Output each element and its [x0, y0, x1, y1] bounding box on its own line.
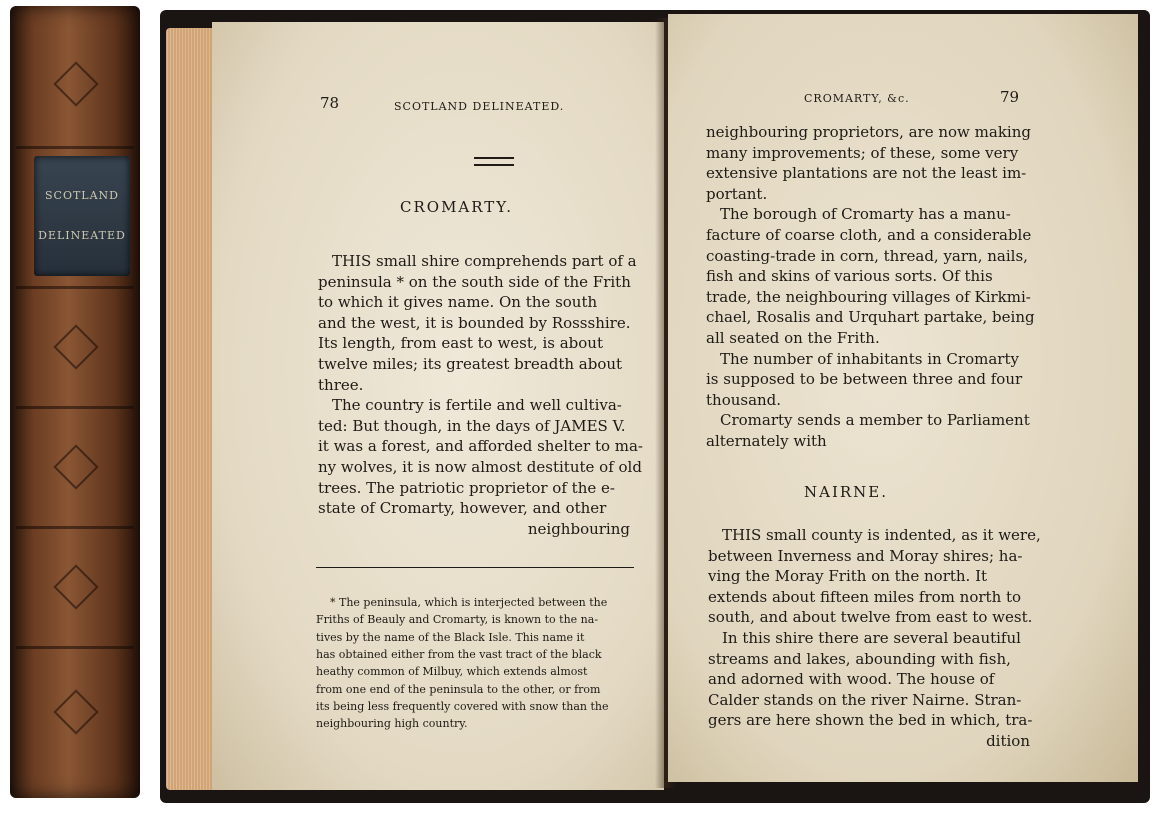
running-header: SCOTLAND DELINEATED. [394, 100, 565, 113]
text-line: neighbouring proprietors, are now making [706, 123, 1031, 141]
text-line: Calder stands on the river Nairne. Stran- [708, 690, 1022, 709]
text-line: Its length, from east to west, is about [318, 334, 603, 353]
text-line: fish and skins of various sorts. Of this [706, 267, 993, 286]
text-line: and adorned with wood. The house of [708, 670, 995, 689]
spine-title-line: DELINEATED [38, 229, 126, 242]
running-header: CROMARTY, &c. [804, 92, 910, 105]
spine-band [16, 406, 134, 409]
text-line: Cromarty sends a member to Parliament [720, 411, 1030, 430]
page-number: 79 [1000, 88, 1020, 106]
text-line: south, and about twelve from east to west. [708, 608, 1033, 627]
text-line: streams and lakes, abounding with fish, [708, 649, 1011, 668]
left-page [212, 22, 664, 790]
spine-ornament-icon [53, 444, 98, 489]
text-line: trees. The patriotic proprietor of the e- [318, 478, 615, 497]
spine-ornament-icon [53, 564, 98, 609]
spine-ornament-icon [53, 689, 98, 734]
text-line: thousand. [706, 390, 782, 409]
text-line: to which it gives name. On the south [318, 293, 598, 312]
book-spine [10, 6, 140, 798]
text-line: twelve miles; its greatest breadth about [318, 355, 623, 373]
section-title: CROMARTY. [400, 198, 514, 216]
spine-band [16, 526, 134, 529]
footnote-line: from one end of the peninsula to the other, or from [316, 682, 601, 696]
text-line: is supposed to be between three and four [706, 370, 1023, 389]
text-line: ny wolves, it is now almost destitute of old [318, 458, 642, 476]
spine-band [16, 286, 134, 289]
text-line: many improvements; of these, some very [706, 143, 1019, 162]
spine-band [16, 646, 134, 649]
footnote-rule [316, 567, 634, 568]
text-line: portant. [706, 184, 768, 203]
section-title: NAIRNE. [804, 483, 889, 501]
text-line: peninsula * on the south side of the Frith [318, 272, 631, 291]
text-line: facture of coarse cloth, and a considerable [706, 226, 1032, 244]
footnote-line: its being less frequently covered with snow than the [316, 699, 609, 713]
right-page [668, 14, 1138, 782]
text-line: THIS small shire comprehends part of a [332, 252, 637, 270]
text-line: all seated on the Frith. [706, 329, 880, 347]
spine-title-label [34, 156, 130, 276]
text-line: extends about fifteen miles from north to [708, 587, 1022, 606]
text-line: neighbouring [527, 519, 630, 538]
text-line: gers are here shown the bed in which, tra- [708, 711, 1033, 730]
spine-title-line: SCOTLAND [45, 189, 119, 202]
page-number: 78 [320, 94, 340, 112]
double-rule [474, 157, 514, 166]
footnote-line: Friths of Beauly and Cromarty, is known to the na- [316, 613, 599, 627]
text-line: trade, the neighbouring villages of Kirkmi- [706, 287, 1031, 306]
text-line: chael, Rosalis and Urquhart partake, being [706, 308, 1035, 327]
spine-band [16, 146, 134, 149]
text-line: alternately with [706, 432, 827, 450]
text-line: The borough of Cromarty has a manu- [720, 205, 1011, 224]
footnote-line: tives by the name of the Black Isle. This name it [316, 630, 585, 644]
text-line: three. [318, 375, 364, 394]
footnote-line: heathy common of Milbuy, which extends almost [316, 665, 588, 679]
text-line: ted: But though, in the days of JAMES V. [318, 416, 626, 435]
text-line: In this shire there are several beautiful [722, 629, 1021, 647]
text-line: The country is fertile and well cultiva- [332, 396, 622, 415]
spine-ornament-icon [53, 324, 98, 369]
text-line: it was a forest, and afforded shelter to ma- [318, 437, 644, 456]
text-line: between Inverness and Moray shires; ha- [708, 546, 1023, 565]
text-line: ving the Moray Frith on the north. It [708, 567, 988, 586]
footnote-line: * The peninsula, which is interjected between the [330, 596, 608, 609]
spine-ornament-icon [53, 61, 98, 106]
text-line: and the west, it is bounded by Rossshire. [318, 313, 631, 332]
text-line: The number of inhabitants in Cromarty [720, 349, 1019, 368]
text-line: dition [986, 732, 1030, 750]
text-line: THIS small county is indented, as it were, [722, 526, 1041, 544]
footnote-line: neighbouring high country. [316, 717, 468, 731]
footnote-line: has obtained either from the vast tract of the black [316, 647, 602, 661]
text-line: state of Cromarty, however, and other [318, 499, 607, 518]
text-line: extensive plantations are not the least im- [706, 164, 1027, 183]
text-line: coasting-trade in corn, thread, yarn, nails, [706, 246, 1028, 265]
